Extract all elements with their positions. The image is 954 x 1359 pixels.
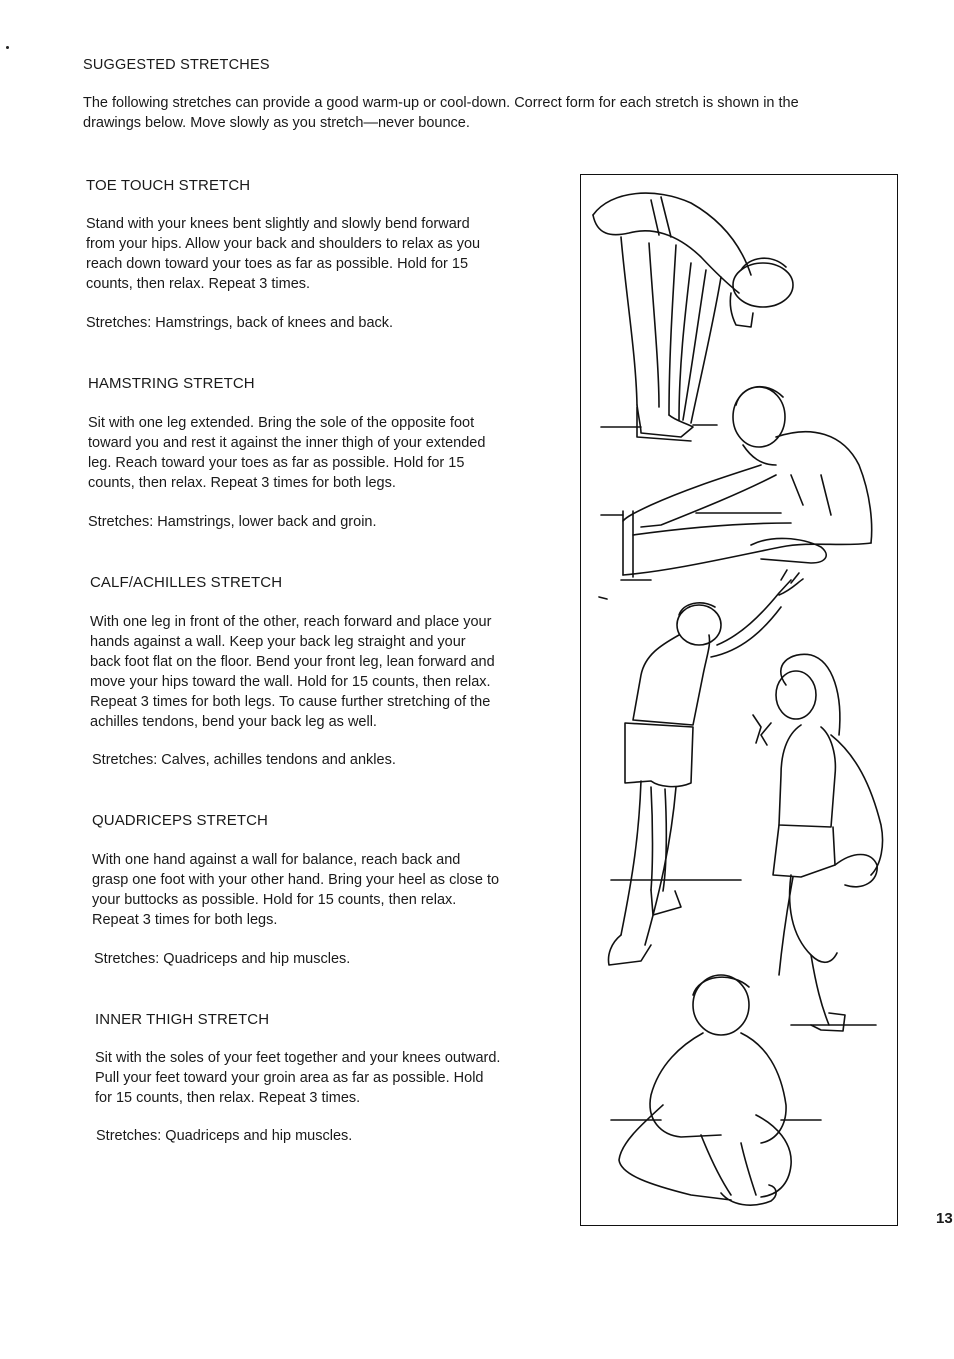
section-body-inner-thigh: Sit with the soles of your feet together and your knees outward. Pull your feet toward your groin area as far as possible. Hold for 15 counts, then relax. Repeat 3 times. xyxy=(95,1050,501,1106)
page-number: 13 xyxy=(936,1210,953,1227)
section-stretches-hamstring: Stretches: Hamstrings, lower back and groin. xyxy=(88,514,377,530)
section-title-calf-achilles: CALF/ACHILLES STRETCH xyxy=(90,574,283,591)
section-title-toe-touch: TOE TOUCH STRETCH xyxy=(86,177,251,194)
scan-speck xyxy=(6,46,9,49)
illustration-panel xyxy=(580,174,898,1226)
page-heading: SUGGESTED STRETCHES xyxy=(83,57,270,73)
section-body-calf-achilles: With one leg in front of the other, reach forward and place your hands against a wall. Keep your back leg straight and your back foot flat on the floor. Bend your front leg, lean forward and move your hips toward the wall. Hold for 15 counts, then relax. Repeat 3 times for both legs. To cause further stretching of the achilles tendons, bend your back leg as well. xyxy=(90,614,495,730)
section-title-quadriceps: QUADRICEPS STRETCH xyxy=(92,812,268,829)
section-body-quadriceps: With one hand against a wall for balance, reach back and grasp one foot with your other hand. Bring your heel as close to your buttocks as possible. Hold for 15 counts, then relax. Repeat 3 times for both legs. xyxy=(92,852,500,928)
inner-thigh-figure-icon xyxy=(611,975,821,1205)
quadriceps-figure-icon xyxy=(753,654,883,1031)
section-body-hamstring: Sit with one leg extended. Bring the sole of the opposite foot toward you and rest it against the inner thigh of your extended leg. Reach toward your toes as far as possible. Hold for 15 counts, then relax. Repeat 3 times for both legs. xyxy=(88,415,486,491)
calf-achilles-figure-icon xyxy=(609,570,804,965)
section-stretches-toe-touch: Stretches: Hamstrings, back of knees and back. xyxy=(86,315,394,331)
section-stretches-inner-thigh: Stretches: Quadriceps and hip muscles. xyxy=(96,1128,353,1144)
section-stretches-calf-achilles: Stretches: Calves, achilles tendons and ankles. xyxy=(92,752,396,768)
intro-paragraph: The following stretches can provide a good warm-up or cool-down. Correct form for each stretch is shown in the drawings below. Move slowly as you stretch—never bounce. xyxy=(83,95,799,131)
section-title-inner-thigh: INNER THIGH STRETCH xyxy=(95,1011,270,1028)
section-title-hamstring: HAMSTRING STRETCH xyxy=(88,375,255,392)
section-stretches-quadriceps: Stretches: Quadriceps and hip muscles. xyxy=(94,951,351,967)
toe-touch-figure-icon xyxy=(593,193,793,441)
section-body-toe-touch: Stand with your knees bent slightly and slowly bend forward from your hips. Allow your back and shoulders to relax as you reach down toward your toes as far as possible. Hold for 15 counts, then relax. Repeat 3 times. xyxy=(86,216,481,292)
